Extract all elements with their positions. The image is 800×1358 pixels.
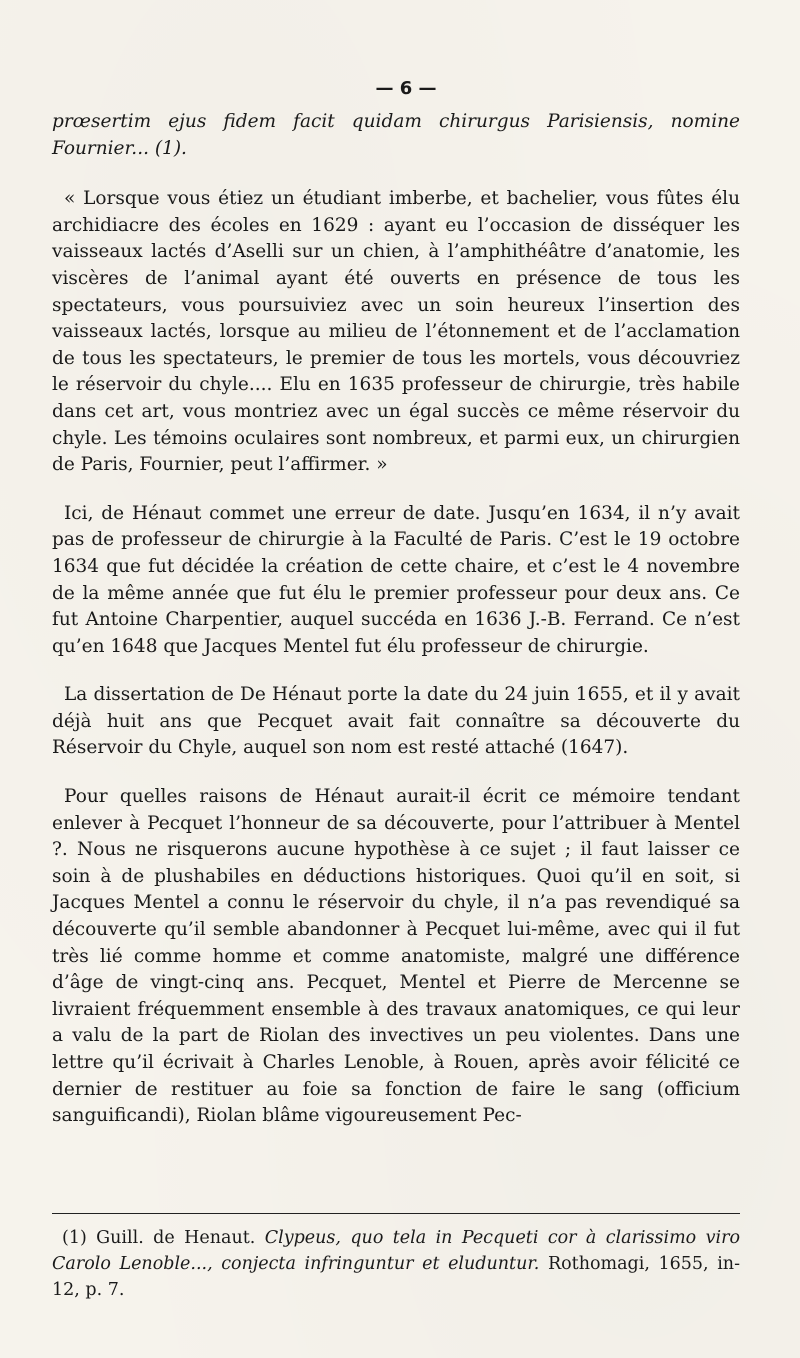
footnote-title: Clypeus, quo tela in Pecqueti cor à clarissimo viro Carolo Lenoble..., conjecta infringuntur et eluduntur.	[52, 1228, 740, 1274]
footnote-marker: (1) Guill. de Henaut.	[62, 1228, 256, 1248]
paragraph-date-error: Ici, de Hénaut commet une erreur de date. Jusqu’en 1634, il n’y avait pas de professeur de chirurgie à la Faculté de Paris. C’est le 19 octobre 1634 que fut décidée la création de cette chaire, et c’est le 4 novembre de la même année que fut élu le premier professeur pour deux ans. Ce fut Antoine Charpentier, auquel succéda en 1636 J.-B. Ferrand. Ce n’est qu’en 1648 que Jacques Mentel fut élu professeur de chirurgie.	[52, 502, 740, 657]
footnote	[52, 1225, 740, 1303]
latin-quote-ending: prœsertim ejus fidem facit quidam chirurgus Parisiensis, nomine Fournier... (1).	[52, 111, 740, 159]
translated-quote: « Lorsque vous étiez un étudiant imberbe, et bachelier, vous fûtes élu archidiacre des écoles en 1629 : ayant eu l’occasion de disséquer les vaisseaux lactés d’Aselli sur un chien, à l’amphithéâtre d’anatomie, les viscères de l’animal ayant été ouverts en présence de tous les spectateurs, vous poursuiviez avec un soin heureux l’insertion des vaisseaux lactés, lorsque au milieu de l’étonnement et de l’acclamation de tous les spectateurs, le premier de tous les mortels, vous découvriez le réservoir du chyle.... Elu en 1635 professeur de chirurgie, très habile dans cet art, vous montriez avec un égal succès ce même réservoir du chyle. Les témoins oculaires sont nombreux, et parmi eux, un chirurgien de Paris, Fournier, peut l’affirmer. »	[52, 188, 740, 476]
paragraph-dissertation-date: La dissertation de De Hénaut porte la date du 24 juin 1655, et il y avait déjà huit ans que Pecquet avait fait connaître sa découverte du Réservoir du Chyle, auquel son nom est resté attaché (1647).	[52, 684, 740, 759]
footnote-imprint: Rothomagi, 1655, in-12, p. 7.	[52, 1254, 740, 1300]
paragraph-reasons: Pour quelles raisons de Hénaut aurait-il écrit ce mémoire tendant enlever à Pecquet l’honneur de sa découverte, pour l’attribuer à Mentel ?. Nous ne risquerons aucune hypothèse à ce sujet ; il faut laisser ce soin à de plushabiles en déductions historiques. Quoi qu’il en soit, si Jacques Mentel a connu le réservoir du chyle, il n’a pas revendiqué sa découverte qu’il semble abandonner à Pecquet lui-même, avec qui il fut très lié comme homme et comme anatomiste, malgré une différence d’âge de vingt-cinq ans. Pecquet, Mentel et Pierre de Mercenne se livraient fréquemment ensemble à des travaux anatomiques, ce qui leur a valu de la part de Riolan des invectives un peu violentes. Dans une lettre qu’il écrivait à Charles Lenoble, à Rouen, après avoir félicité ce dernier de restituer au foie sa fonction de faire le sang (officium sanguificandi), Riolan blâme vigoureusement Pec-	[52, 786, 740, 1127]
footnote-divider	[52, 1213, 740, 1214]
page-number: — 6 —	[375, 78, 437, 99]
